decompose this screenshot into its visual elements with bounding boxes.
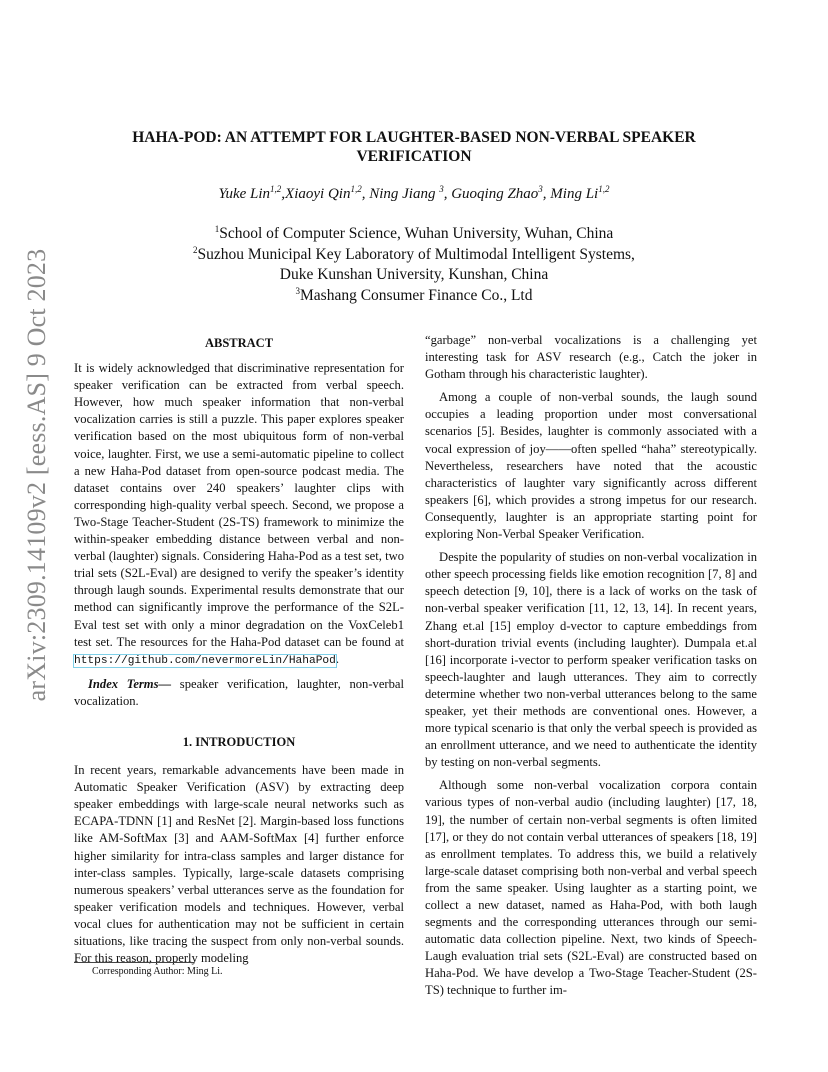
- intro-paragraph-1: In recent years, remarkable advancements have been made in Automatic Speaker Verification (ASV) by extracting deep speaker embeddings with large-scale neural networks such as ECAPA-TDNN [1] and ResNet [2]. Margin-based loss functions like AM-SoftMax [3] and AAM-SoftMax [4] further enforce higher similarity for intra-class samples and larger distance for inter-class samples. Typically, large-scale datasets comprising numerous speakers’ verbal utterances serve as the foundation for speaker verification models and techniques. However, verbal vocal clues for authentication may not be sufficient in certain situations, like tracing the suspect from only non-verbal sounds. For this reason, properly modeling: [74, 763, 404, 966]
- affiliation-2: [74, 245, 754, 266]
- dataset-link[interactable]: https://github.com/nevermoreLin/HahaPod: [74, 654, 336, 667]
- right-paragraph-1: Among a couple of non-verbal sounds, the laugh sound occupies a leading proportion under most conversational scenarios [5]. Besides, laughter is commonly associated with a vocal expression of joy——often spelled “haha” stereotypically. Nevertheless, researchers have noted that the acoustic characteristics of laughter vary significantly across different speakers [6], which provides a strong impetus for our research. Consequently, laughter is an appropriate starting point for exploring Non-Verbal Speaker Verification.: [425, 390, 757, 542]
- affiliation-3: [74, 286, 754, 307]
- title-line-2: VERIFICATION: [356, 148, 472, 165]
- author-affil-sup: 1,2: [598, 184, 610, 194]
- abstract-paragraph: It is widely acknowledged that discriminative representation for speaker verification can be extracted from verbal speech. However, how much speaker information that non-verbal vocalization carries is still a puzzle. This paper explores speaker verification based on the most ubiquitous form of non-verbal voice, laughter. First, we use a semi-automatic pipeline to collect a new Haha-Pod dataset from open-source podcast media. The dataset contains over 240 speakers’ laughter clips with corresponding high-quality verbal speech. Second, we propose a Two-Stage Teacher-Student (2S-TS) framework to minimize the within-speaker embedding distance between verbal and non-verbal (laughter) signals. Considering Haha-Pod as a test set, two trial sets (S2L-Eval) are designed to verify the speaker’s identity through laugh sounds. Experimental results demonstrate that our method can significantly improve the performance of the S2L-Eval test set with only a minor degradation on the VoxCeleb1 test set. The resources for the Haha-Pod dataset can be found at https://github.com/nevermoreLin/HahaPod.: [74, 361, 404, 667]
- affiliation-2b: Duke Kunshan University, Kunshan, China: [279, 266, 549, 283]
- paper-title: [74, 128, 754, 166]
- author-name: Ming Li: [550, 186, 599, 202]
- author-sep: ,: [542, 186, 551, 202]
- author-name: Ning Jiang: [369, 186, 440, 202]
- introduction-heading: 1. INTRODUCTION: [182, 734, 296, 749]
- author-affil-sup: 3: [439, 184, 444, 194]
- author-sep: ,: [361, 186, 370, 202]
- author-name: Xiaoyi Qin: [285, 186, 351, 202]
- author-name: Yuke Lin: [218, 186, 271, 202]
- index-terms: [74, 676, 404, 710]
- author-name: Guoqing Zhao: [451, 186, 539, 202]
- arxiv-id-text: arXiv:2309.14109v2 [eess.AS] 9 Oct 2023: [22, 248, 51, 702]
- affil-sup: 3: [295, 285, 300, 296]
- affil-text: Suzhou Municipal Key Laboratory of Multimodal Intelligent Systems,: [197, 245, 635, 263]
- affiliations: [74, 224, 754, 306]
- footnote-rule: [74, 962, 194, 963]
- author-sep: ,: [281, 186, 286, 202]
- author-list: [74, 186, 754, 203]
- index-terms-text: speaker verification, laughter, non-verbal vocalization.: [74, 676, 404, 708]
- right-paragraph-3: Although some non-verbal vocalization corpora contain various types of non-verbal audio (including laughter) [17, 18, 19], the number of certain non-verbal segments is often limited [17], or they do not contain verbal utterances of speakers [18, 19] as enrollment templates. To address this, we build a relatively large-scale dataset comprising both non-verbal and verbal speech from the same speaker. Using laughter as a starting point, we collect a new dataset, named as Haha-Pod, with both laugh segments and the corresponding utterances through our semi-automatic data collection pipeline. Next, two kinds of Speech-Laugh evaluation trial sets (S2L-Eval) are constructed based on Haha-Pod. We have develop a Two-Stage Teacher-Student (2S-TS) technique to further im-: [425, 778, 757, 998]
- author-sep: ,: [443, 186, 452, 202]
- arxiv-identifier: [12, 248, 62, 702]
- index-terms-label: Index Terms—: [88, 676, 172, 691]
- right-paragraph-2: Despite the popularity of studies on non-verbal vocalization in other speech processing fields like emotion recognition [7, 8] and speech detection [9, 10], there is a lack of works on the task of non-verbal speaker verification [11, 12, 13, 14]. In recent years, Zhang et.al [15] employ d-vector to capture embeddings from short-duration trivial events (including laughter). Dumpala et.al [16] incorporate i-vector to perform speaker verification tasks on speech-laughter and laugh utterances. They aim to correctly determine whether two non-verbal utterances belong to the same speaker, yet their methods are conventional ones. However, a more typical scenario is that only the verbal speech is provided as an enrollment utterance, and we need to authenticate the identity by testing on non-verbal segments.: [425, 550, 757, 770]
- title-line-1: HAHA-POD: AN ATTEMPT FOR LAUGHTER-BASED NON-VERBAL SPEAKER: [132, 129, 696, 146]
- author-affil-sup: 1,2: [350, 184, 362, 194]
- footnote: Corresponding Author: Ming Li.: [92, 966, 223, 977]
- affil-sup: 2: [193, 244, 198, 255]
- affil-sup: 1: [214, 223, 220, 234]
- affiliation-1: [74, 224, 754, 245]
- abstract-text: It is widely acknowledged that discriminative representation for speaker verification can be extracted from verbal speech. However, how much speaker information that non-verbal vocalization carries is still a puzzle. This paper explores speaker verification based on the most ubiquitous form of non-verbal voice, laughter. First, we use a semi-automatic pipeline to collect a new Haha-Pod dataset from open-source podcast media. The dataset contains over 240 speakers’ laughter clips with corresponding high-quality verbal speech. Second, we propose a Two-Stage Teacher-Student (2S-TS) framework to minimize the within-speaker embedding distance between verbal and non-verbal (laughter) signals. Considering Haha-Pod as a test set, two trial sets (S2L-Eval) are designed to verify the speaker’s identity through laugh sounds. Experimental results demonstrate that our method can significantly improve the performance of the S2L-Eval test set with only a minor degradation on the VoxCeleb1 test set. The resources for the Haha-Pod dataset can be found at: [74, 361, 404, 649]
- author-affil-sup: 3: [538, 184, 543, 194]
- right-paragraph-0: “garbage” non-verbal vocalizations is a challenging yet interesting task for ASV research (e.g., Catch the joker in Gotham through his characteristic laughter).: [425, 333, 757, 382]
- right-column: [425, 335, 757, 1000]
- abstract-heading: ABSTRACT: [204, 336, 274, 350]
- author-affil-sup: 1,2: [270, 184, 282, 194]
- affil-text: School of Computer Science, Wuhan University, Wuhan, China: [219, 225, 614, 242]
- left-column: [74, 335, 404, 967]
- affil-text: Mashang Consumer Finance Co., Ltd: [300, 286, 533, 304]
